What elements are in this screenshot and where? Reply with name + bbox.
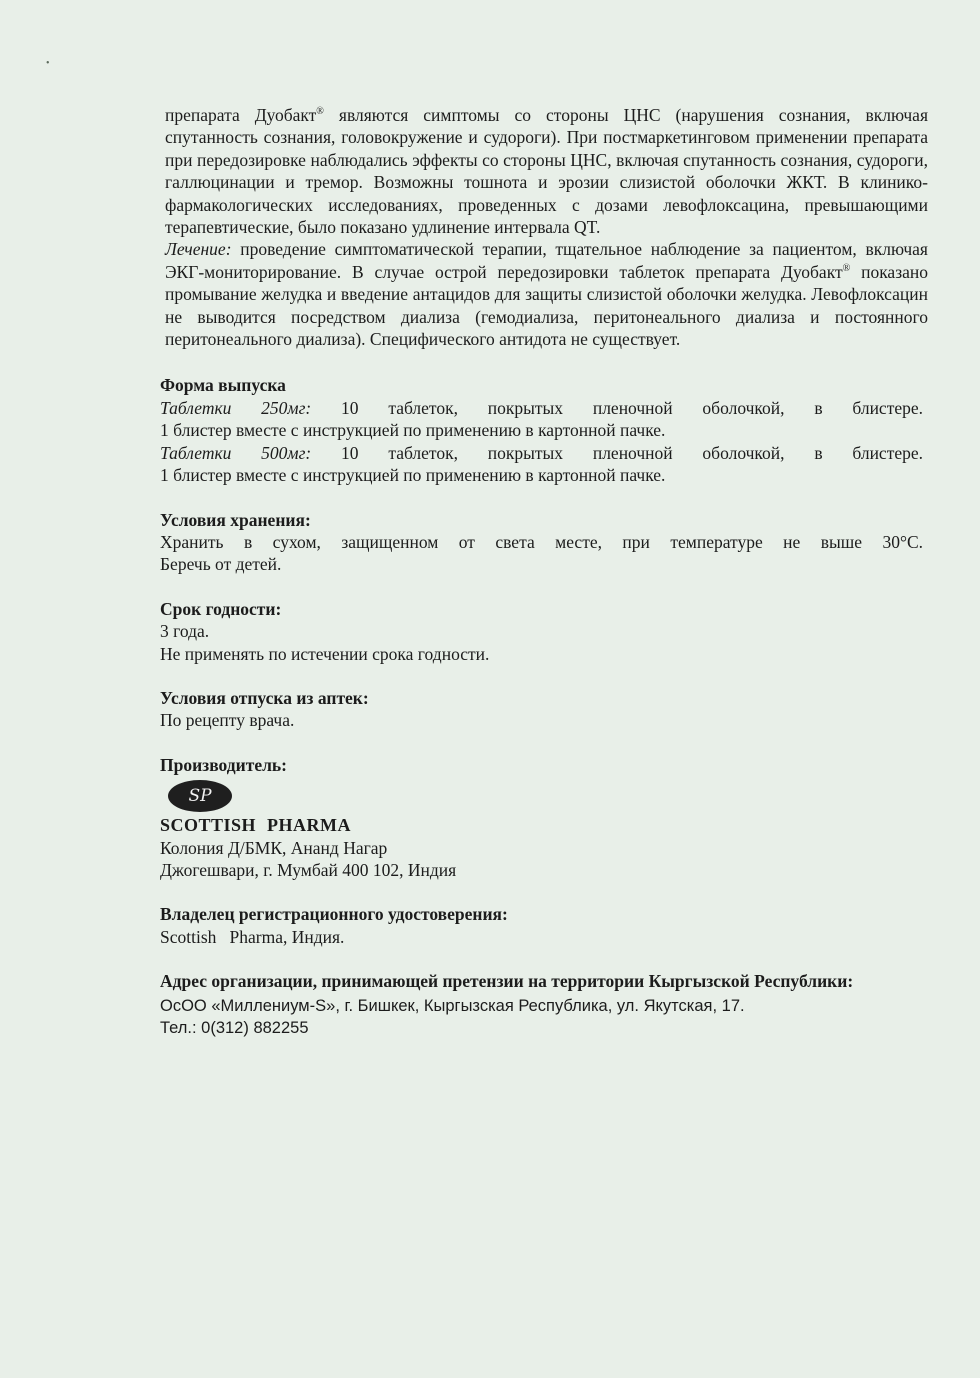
tab500-line: Таблетки 500мг: 10 таблеток, покрытых пленочной оболочкой, в блистере. (160, 442, 924, 463)
manufacturer-heading: Производитель: (160, 754, 287, 775)
overdose-paragraph: препарата Дуобакт® являются симптомы со стороны ЦНС (нарушения сознания, включая спутанность сознания, головокружение и судороги). При постмаркетинговом применении препарата при передозировке наблюдались эффекты со стороны ЦНС, включая спутанность сознания, судороги, галлюцинации и тремор. Возможны тошнота и эрозии слизистой оболочки ЖКТ. В клинико-фармакологических исследованиях, проведенных с дозами левофлоксацина, превышающими терапевтические, было показано удлинение интервала QT. (165, 105, 928, 238)
claims-line2: Тел.: 0(312) 882255 (160, 1019, 309, 1037)
tab500-line2: 1 блистер вместе с инструкцией по применению в картонной пачке. (160, 465, 666, 486)
tab250-line2: 1 блистер вместе с инструкцией по применению в картонной пачке. (160, 420, 666, 441)
dispensing-section (160, 687, 928, 732)
manufacturer-addr2: Джогешвари, г. Мумбай 400 102, Индия (160, 859, 457, 880)
shelf-section (160, 598, 928, 665)
shelf-line2: Не применять по истечении срока годности. (160, 643, 490, 664)
holder-line1: Scottish Pharma, Индия. (160, 926, 345, 947)
document-content (160, 104, 928, 1039)
tab250-line: Таблетки 250мг: 10 таблеток, покрытых пленочной оболочкой, в блистере. (160, 397, 924, 418)
treatment-paragraph: Лечение: проведение симптоматической терапии, тщательное наблюдение за пациентом, включая ЭКГ-мониторирование. В случае острой передозировки таблеток препарата Дуобакт® показано промывание желудка и введение антацидов для защиты слизистой оболочки желудка. Левофлоксацин не выводится посредством диализа (гемодиализа, перитонеального диализа и постоянного перитонеального диализа). Специфического антидота не существует. (165, 239, 928, 350)
form-section (160, 374, 928, 486)
storage-line1: Хранить в сухом, защищенном от света месте, при температуре не выше 30°С. (160, 531, 923, 552)
form-heading: Форма выпуска (160, 375, 286, 396)
shelf-line1: 3 года. (160, 621, 210, 642)
shelf-heading: Срок годности: (160, 598, 282, 619)
storage-section (160, 509, 928, 576)
scan-speck: • (46, 58, 50, 69)
dispensing-heading: Условия отпуска из аптек: (160, 687, 369, 708)
claims-line1: ОсОО «Миллениум-S», г. Бишкек, Кыргызская Республика, ул. Якутская, 17. (160, 996, 745, 1015)
dispensing-line1: По рецепту врача. (160, 710, 295, 731)
manufacturer-addr1: Колония Д/БМК, Ананд Нагар (160, 837, 388, 858)
company-name: SCOTTISH PHARMA (160, 815, 352, 836)
scottish-pharma-logo: SP (168, 780, 232, 812)
claims-heading: Адрес организации, принимающей претензии на территории Кыргызской Республики: (160, 971, 854, 992)
storage-heading: Условия хранения: (160, 509, 311, 530)
holder-section (160, 903, 928, 948)
claims-section (160, 970, 928, 1039)
manufacturer-section (160, 754, 928, 882)
treatment-label: Лечение: (165, 239, 232, 260)
holder-heading: Владелец регистрационного удостоверения: (160, 904, 508, 925)
storage-line2: Беречь от детей. (160, 554, 282, 575)
